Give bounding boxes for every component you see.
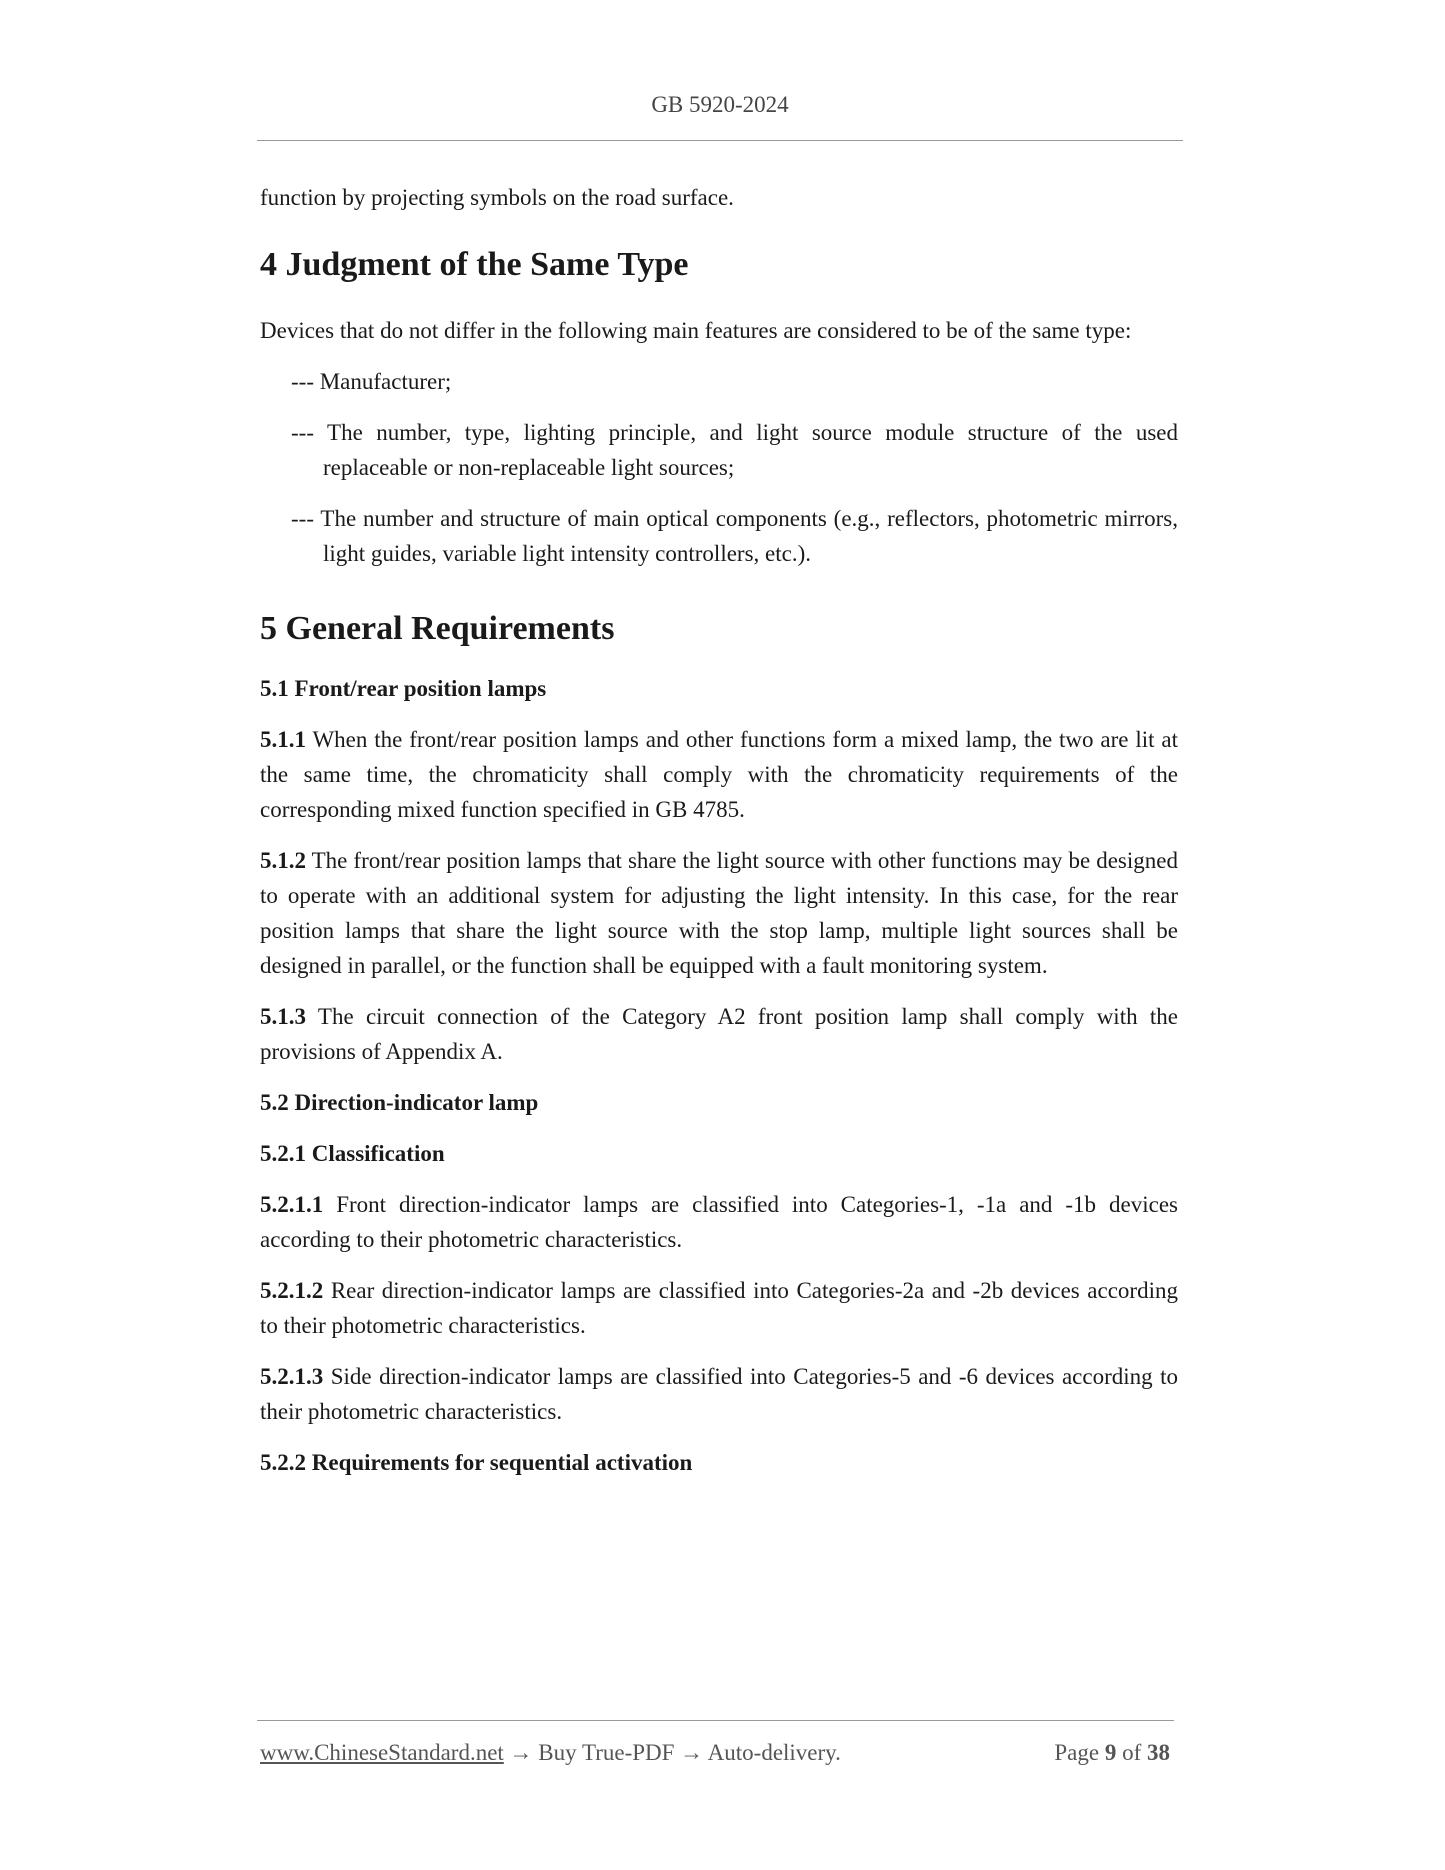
paragraph-5-2-1-3 xyxy=(260,1359,1178,1429)
subsection-5-2-heading: 5.2 Direction-indicator lamp xyxy=(260,1090,539,1115)
list-item: --- Manufacturer; xyxy=(291,369,452,394)
list-item: --- The number and structure of main optical components (e.g., reflectors, photometric mirrors, light guides, variable light intensity controllers, etc.). xyxy=(291,506,1178,566)
page-total: 38 xyxy=(1147,1740,1170,1765)
site-link[interactable]: www.ChineseStandard.net xyxy=(260,1740,504,1765)
clause-number: 5.2.1.3 xyxy=(260,1364,324,1389)
document-body xyxy=(260,180,1178,1480)
section-4-heading: 4 Judgment of the Same Type xyxy=(260,246,689,283)
subsection-5-2-1-heading: 5.2.1 Classification xyxy=(260,1141,445,1166)
page-counter xyxy=(1054,1740,1170,1766)
clause-number: 5.1.2 xyxy=(260,848,306,873)
paragraph-5-1-1 xyxy=(260,722,1178,827)
clause-text: The front/rear position lamps that share the light source with other functions may be designed to operate with an additional system for adjusting the light intensity. In this case, for the rear position lamps that share the light source with the stop lamp, multiple light sources shall be designed in parallel, or the function shall be equipped with a fault monitoring system. xyxy=(260,848,1178,978)
clause-text: Rear direction-indicator lamps are classified into Categories-2a and -2b devices according to their photometric characteristics. xyxy=(260,1278,1178,1338)
page-number: 9 xyxy=(1104,1740,1117,1765)
clause-text: When the front/rear position lamps and other functions form a mixed lamp, the two are lit at the same time, the chromaticity shall comply with the chromaticity requirements of the corresponding mixed function specified in GB 4785. xyxy=(260,727,1178,822)
clause-number: 5.1.1 xyxy=(260,727,306,752)
page-label: Page xyxy=(1054,1740,1100,1765)
header-divider xyxy=(257,140,1183,141)
clause-text: Front direction-indicator lamps are classified into Categories-1, -1a and -1b devices according to their photometric characteristics. xyxy=(260,1192,1178,1252)
footer-promo xyxy=(260,1740,841,1766)
intro-paragraph: function by projecting symbols on the road surface. xyxy=(260,185,734,210)
paragraph-5-1-3 xyxy=(260,999,1178,1069)
list-item: --- The number, type, lighting principle, and light source module structure of the used replaceable or non-replaceable light sources; xyxy=(291,420,1178,480)
section-4-paragraph: Devices that do not differ in the following main features are considered to be of the same type: xyxy=(260,318,1132,343)
clause-text: Side direction-indicator lamps are classified into Categories-5 and -6 devices according to their photometric characteristics. xyxy=(260,1364,1178,1424)
subsection-5-2-2-heading: 5.2.2 Requirements for sequential activation xyxy=(260,1450,693,1475)
clause-number: 5.2.1.2 xyxy=(260,1278,324,1303)
page-header: GB 5920-2024 xyxy=(651,92,789,117)
clause-text: The circuit connection of the Category A2 front position lamp shall comply with the provisions of Appendix A. xyxy=(260,1004,1178,1064)
section-5-heading: 5 General Requirements xyxy=(260,610,615,647)
paragraph-5-2-1-2 xyxy=(260,1273,1178,1343)
subsection-5-1-heading: 5.1 Front/rear position lamps xyxy=(260,676,547,701)
of-label: of xyxy=(1122,1740,1142,1765)
footer-divider xyxy=(257,1720,1174,1721)
footer-promo-text: → Buy True-PDF → Auto-delivery. xyxy=(503,1740,841,1765)
paragraph-5-2-1-1 xyxy=(260,1187,1178,1257)
clause-number: 5.1.3 xyxy=(260,1004,306,1029)
paragraph-5-1-2 xyxy=(260,843,1178,983)
clause-number: 5.2.1.1 xyxy=(260,1192,324,1217)
